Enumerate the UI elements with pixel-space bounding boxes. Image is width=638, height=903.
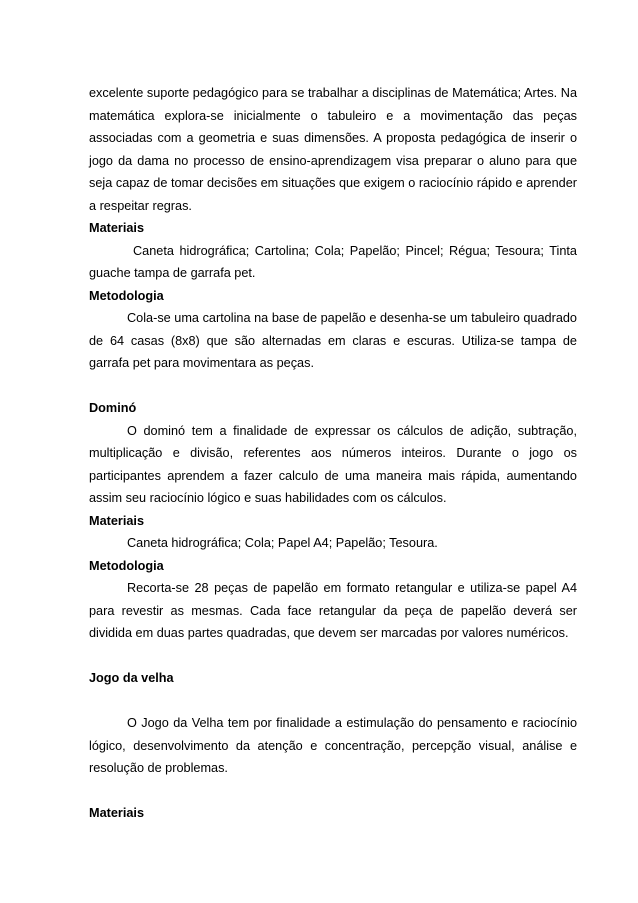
metodologia-paragraph: Cola-se uma cartolina na base de papelão e desenha-se um tabuleiro quadrado de 64 casas (8x8) que são alternadas em claras e escuras. Utiliza-se tampa de garrafa pet para movimentara as peças. (89, 311, 577, 370)
heading-metodologia-domino: Metodologia (89, 558, 164, 573)
document-page (89, 82, 577, 825)
heading-domino: Dominó (89, 401, 137, 415)
intro-paragraph: excelente suporte pedagógico para se trabalhar a disciplinas de Matemática; Artes. Na matemática explora-se inicialmente o tabuleiro e a movimentação das peças associadas com a geometria e suas dimensões. A proposta pedagógica de inserir o jogo da dama no processo de ensino-aprendizagem visa preparar o aluno para que seja capaz de tomar decisões em situações que exigem o raciocínio rápido e aprender a respeitar regras. (89, 86, 577, 213)
spacer (89, 645, 577, 668)
spacer (89, 780, 577, 803)
domino-paragraph: O dominó tem a finalidade de expressar os cálculos de adição, subtração, multiplicação e divisão, referentes aos números inteiros. Durante o jogo os participantes aprendem a fazer calculo de uma maneira mais rápida, aumentando assim seu raciocínio lógico e suas habilidades com os cálculos. (89, 423, 577, 505)
heading-materiais-domino: Materiais (89, 513, 145, 528)
metodologia-domino-paragraph: Recorta-se 28 peças de papelão em formato retangular e utiliza-se papel A4 para revestir as mesmas. Cada face retangular da peça de papelão deverá ser dividida em duas partes quadradas, que devem ser marcadas por valores numéricos. (89, 581, 577, 640)
spacer (89, 690, 577, 713)
spacer (89, 375, 577, 398)
materiais-domino-paragraph: Caneta hidrográfica; Cola; Papel A4; Papelão; Tesoura. (127, 536, 438, 550)
materiais-paragraph: Caneta hidrográfica; Cartolina; Cola; Papelão; Pincel; Régua; Tesoura; Tinta guache tampa de garrafa pet. (89, 243, 577, 280)
heading-materiais: Materiais (89, 221, 145, 235)
heading-metodologia: Metodologia (89, 288, 164, 303)
jogo-da-velha-paragraph: O Jogo da Velha tem por finalidade a estimulação do pensamento e raciocínio lógico, desenvolvimento da atenção e concentração, percepção visual, análise e resolução de problemas. (89, 716, 577, 775)
heading-materiais-jogo-da-velha: Materiais (89, 806, 145, 820)
heading-jogo-da-velha: Jogo da velha (89, 671, 174, 685)
